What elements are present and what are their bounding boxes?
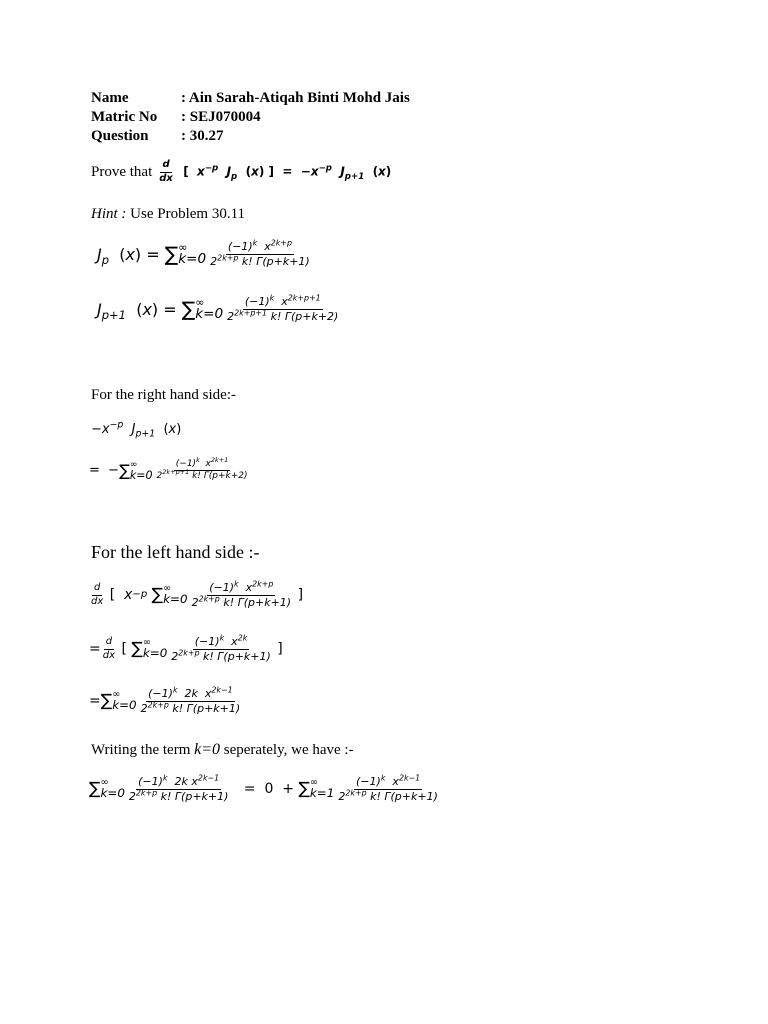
hint-label: Hint : (91, 206, 127, 222)
lhs-step-3: = ∑ ∞ k=0 $\frac{(-1)^k 2k x^{2k-1}}{2^{2k+p} k! \Gamma(p+k+1)}$ (89, 685, 241, 715)
prove-statement (91, 160, 391, 184)
lhs-heading: For the left hand side :- (91, 542, 260, 562)
writing-prefix: Writing the term (91, 742, 191, 758)
question-label: Question (91, 128, 149, 144)
hint-text: Use Problem 30.11 (130, 206, 246, 222)
writing-suffix: seperately, we have :- (223, 742, 354, 758)
rhs-expression: $-x^{-p}$ $J_{p+1}$ (x) (91, 419, 182, 440)
final-equation: ∑ ∞ k=0 $\frac{(-1)^k 2k x^{2k-1}}{2^{2k+p} k! \Gamma(p+k+1)}$ = 0 + ∑ ∞ k=1 $\frac{(-1)^k x^{2k-1}}{2^{2k+p} k! \Gamma(p+k+1)}$ (89, 773, 438, 803)
writing-line (91, 741, 354, 759)
lhs-step-2: = $\frac{d}{dx}$ [ ∑ ∞ k=0 $\frac{(-1)^k x^{2k}}{2^{2k+p} k! \Gamma(p+k+1)}$ ] (89, 633, 283, 663)
hint-line (91, 206, 245, 223)
question-value: : 30.27 (181, 128, 224, 144)
matric-value: : SEJ070004 (181, 109, 261, 125)
rhs-heading: For the right hand side:- (91, 387, 236, 403)
prove-equation: $\frac{d}{dx}$ [ $x^{-p}$ $J_p$ (x) ] = $-x^{-p}$ $J_{p+1}$ (x) (159, 159, 392, 184)
name-label: Name (91, 90, 129, 106)
name-value: : Ain Sarah-Atiqah Binti Mohd Jais (181, 90, 410, 106)
matric-label: Matric No (91, 109, 158, 125)
jp-definition: $J_p$ ( x ) = ∑ ∞ k=0 $\frac{(-1)^k x^{2k+p}}{2^{2k+p} k! \Gamma(p+k+1)}$ (97, 238, 310, 268)
jp1-definition: $J_{p+1}$ ( x ) = ∑ ∞ k=0 $\frac{(-1)^k x^{2k+p+1}}{2^{2k+p+1} k! \Gamma(p+k+2)}$ (97, 293, 339, 323)
lhs-step-1: $\frac{d}{dx}$ [ x −p ∑ ∞ k=0 $\frac{(-1)^k x^{2k+p}}{2^{2k+p} k! \Gamma(p+k+1)}$ ] (91, 579, 304, 609)
rhs-series: = − ∑ ∞ k=0 $\frac{(-1)^k x^{2k+1}}{2^{2k+p+1} k! \Gamma(p+k+2)}$ (89, 456, 248, 482)
prove-prefix: Prove that (91, 163, 153, 180)
writing-term: k=0 (194, 741, 221, 758)
